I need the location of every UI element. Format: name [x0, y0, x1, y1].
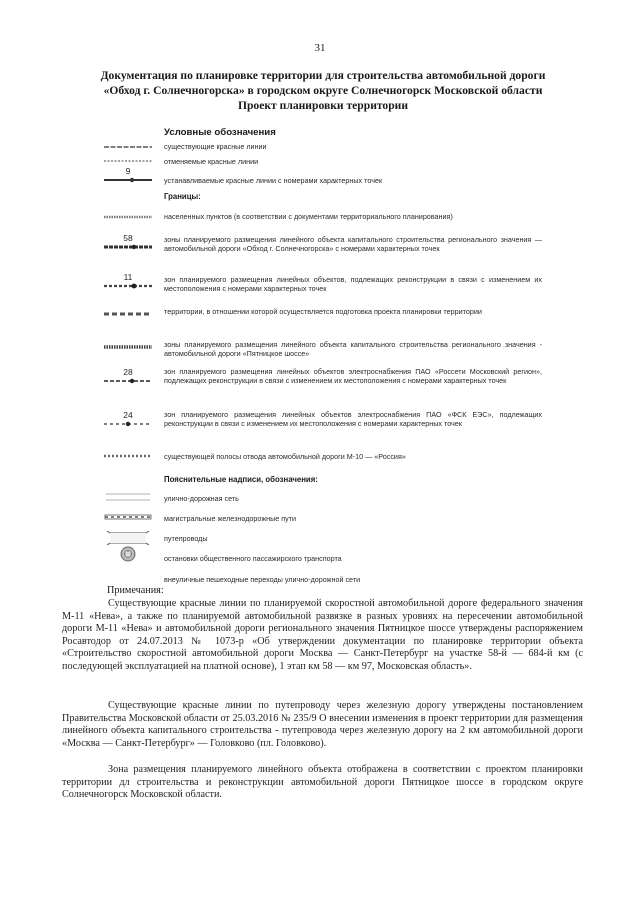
rosseti-zone-number: 28 — [123, 367, 133, 377]
existing-red-lines-symbol — [104, 144, 152, 150]
page-number: 31 — [314, 42, 326, 54]
planned-linear-object-zone-symbol — [104, 243, 152, 251]
legend-item-settlements: населенных пунктов (в соответствии с документами территориального планирования) — [164, 212, 453, 221]
legend-item-m10-right-of-way: существующей полосы отвода автомобильной дороги М-10 — «Россия» — [164, 452, 406, 461]
reconstruction-zone-number: 11 — [123, 272, 133, 282]
title-line-2: «Обход г. Солнечногорска» в городском округе Солнечногорск Московской области — [103, 84, 543, 97]
legend-item-public-transport-stops: остановки общественного пассажирского транспорта — [164, 554, 342, 563]
m10-right-of-way-symbol — [104, 453, 152, 459]
legend-item-pedestrian-crossings: внеуличные пешеходные переходы улично-дорожной сети — [164, 575, 361, 584]
main-railways-symbol — [104, 514, 152, 520]
overpasses-symbol — [104, 531, 152, 545]
reconstruction-zone-symbol — [104, 282, 152, 290]
legend-item-rosseti-zone: зон планируемого размещения линейных объектов электроснабжения ПАО «Россети Московский регион», подлежащих реконструкции в связи с изменением их местоположения с номерами характерных точек — [164, 367, 542, 386]
fsk-zone-symbol — [104, 420, 152, 428]
pyatnitskoe-zone-symbol — [104, 344, 152, 350]
bus-stop-icon — [104, 546, 152, 562]
note-paragraph-2: Существующие красные линии по путепроводу через железную дорогу утверждены постановлением Правительства Московской области от 25.03.2016 № 235/9 О внесении изменения в проект территории для размещения линейного объекта капитального строительства - путепровода через железную дорогу на 2 км автомобильной дороги «Москва — Санкт-Петербург» — Головково (пл. Головково). — [62, 700, 583, 749]
note-paragraph-1: Существующие красные линии по планируемой скоростной автомобильной дороге федерального значения М-11 «Нева», а также по планируемой автомобильной развязке в разных уровнях на пересечении автомобильной дороги М-11 «Нева» и автомобильной дороги регионального значения Пятницкое шоссе утверждены распоряжением Росавтодор от 24.07.2013 № 1073-р «Об утверждении документации по планировке территории объекта «Строительство скоростной автомобильной дороги Москва — Санкт-Петербург на участке 58-й — 684-й км (с последующей эксплуатацией на платной основе), 1 этап км 58 — км 97, Московская область». — [62, 598, 583, 672]
established-red-lines-number: 9 — [125, 166, 131, 176]
legend-item-planning-territory: территории, в отношении которой осуществляется подготовка проекта планировки территории — [164, 307, 482, 316]
settlements-boundary-symbol — [104, 214, 152, 220]
explanatory-heading: Пояснительные надписи, обозначения: — [164, 475, 318, 484]
notes-heading: Примечания: — [107, 585, 164, 596]
legend-item-street-road-network: улично-дорожная сеть — [164, 494, 239, 503]
document-title — [58, 68, 588, 113]
legend-item-established-red-lines: устанавливаемые красные линии с номерами характерных точек — [164, 176, 383, 185]
street-road-network-symbol — [104, 491, 152, 503]
title-line-1: Документация по планировке территории для строительства автомобильной дороги — [100, 69, 546, 82]
planning-territory-symbol — [104, 311, 152, 317]
rosseti-zone-symbol — [104, 377, 152, 385]
fsk-zone-number: 24 — [123, 410, 133, 420]
legend-item-existing-red-lines: существующие красные линии — [164, 142, 267, 151]
legend-item-planned-linear-object-zone: зоны планируемого размещения линейного объекта капитального строительства регионального значения — автомобильной дороги «Обход г. Солнечногорска» с номерами характерных точек — [164, 235, 542, 254]
planned-linear-object-zone-number: 58 — [123, 233, 133, 243]
legend-item-cancelled-red-lines: отменяемые красные линии — [164, 157, 259, 166]
note-paragraph-3: Зона размещения планируемого линейного объекта отображена в соответствии с проектом планировки территории дл строительства и реконструкции автомобильной дороги Пятницкое шоссе в городском округе Солнечногорск Московской области. — [62, 764, 583, 801]
legend-item-overpasses: путепроводы — [164, 534, 208, 543]
legend-heading: Условные обозначения — [164, 127, 276, 138]
legend-item-pyatnitskoe-zone: зоны планируемого размещения линейного объекта капитального строительства регионального значения - автомобильной дороги «Пятницкое шоссе» — [164, 340, 542, 359]
cancelled-red-lines-symbol — [104, 158, 152, 164]
legend-item-main-railways: магистральные железнодорожные пути — [164, 514, 297, 523]
legend-item-reconstruction-zone: зон планируемого размещения линейных объектов, подлежащих реконструкции в связи с изменением их местоположения с номерами характерных точек — [164, 275, 542, 294]
legend-item-fsk-zone: зон планируемого размещения линейных объектов электроснабжения ПАО «ФСК ЕЭС», подлежащих реконструкции в связи с изменением их местоположения с номерами характерных точек — [164, 410, 542, 429]
established-red-lines-symbol — [104, 176, 152, 184]
title-line-3: Проект планировки территории — [237, 99, 409, 112]
boundaries-heading: Границы: — [164, 192, 201, 201]
